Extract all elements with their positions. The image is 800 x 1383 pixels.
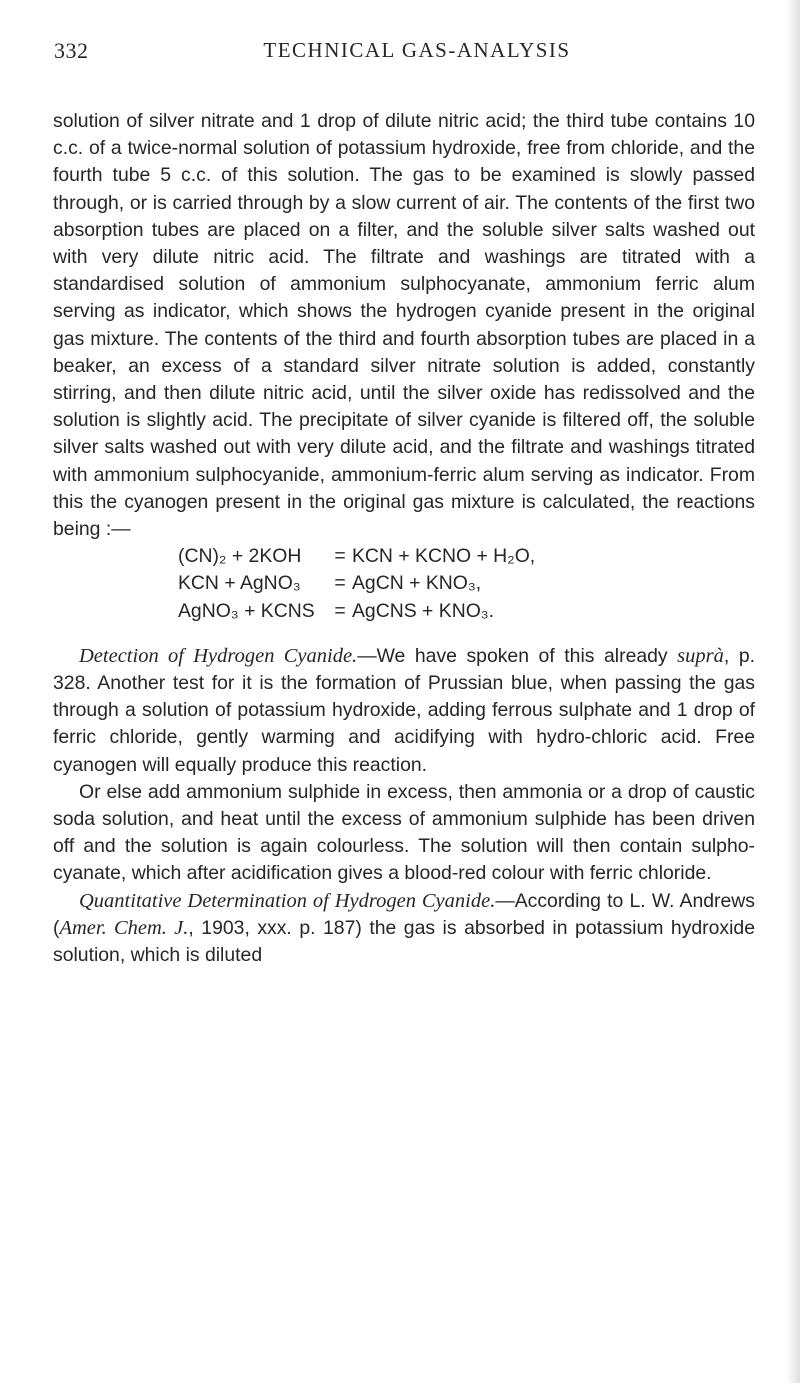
- equals-sign: =: [334, 545, 346, 568]
- page-number: 332: [54, 38, 89, 63]
- paragraph-detection: [53, 643, 755, 779]
- detection-text-a: —We have spoken of this already: [357, 644, 678, 667]
- equation-rhs: AgCN + KNO₃,: [352, 572, 482, 595]
- equation-lhs: KCN + AgNO₃: [178, 572, 301, 595]
- section-heading-detection: Detection of Hydrogen Cyanide.: [79, 644, 358, 667]
- equals-sign: =: [334, 599, 346, 622]
- paragraph-ammonium-sulphide: Or else add ammonium sulphide in excess, then ammonia or a drop of caustic soda solution, and heat until the excess of ammonium sulphide has been driven off and the solution is again colourless. The solution will then contain sulpho-cyanate, which after acidification gives a blood-red colour with ferric chloride.: [53, 780, 755, 885]
- body-text: [53, 108, 755, 969]
- reaction-equations: [178, 543, 738, 625]
- page-edge-shadow: [786, 0, 800, 1383]
- equation-row: [178, 570, 738, 597]
- section-heading-quantitative: Quantitative Determination of Hydrogen Cyanide.: [79, 889, 496, 912]
- journal-citation: Amer. Chem. J.: [59, 916, 189, 939]
- equation-rhs: KCN + KCNO + H₂O,: [352, 545, 536, 568]
- equation-lhs: AgNO₃ + KCNS: [178, 599, 315, 622]
- equals-sign: =: [334, 572, 346, 595]
- detection-text-b: , p. 328. Another test for it is the formation of Prussian blue, when passing the gas through a solution of potassium hydroxide, adding ferrous sulphate and 1 drop of ferric chloride, gently warming and acidifying with hydro-chloric acid. Free cyanogen will equally produce this reaction.: [53, 644, 756, 776]
- paragraph-spacer: [53, 625, 755, 643]
- quantitative-text-a: —According to L. W. Andrews (: [53, 889, 755, 939]
- running-title: TECHNICAL GAS-ANALYSIS: [263, 38, 571, 62]
- running-head: [54, 38, 754, 74]
- equation-rhs: AgCNS + KNO₃.: [352, 599, 495, 622]
- supra-reference: suprà: [677, 644, 724, 667]
- paragraph-quantitative: [53, 888, 755, 970]
- paragraph-titration-procedure: solution of silver nitrate and 1 drop of dilute nitric acid; the third tube contains 10 c.c. of a twice-normal solution of potassium hydroxide, free from chloride, and the fourth tube 5 c.c. of this solution. The gas to be examined is slowly passed through, or is carried through by a slow current of air. The contents of the first two absorption tubes are placed on a filter, and the soluble silver salts washed out with very dilute nitric acid. The filtrate and washings are titrated with a standardised solution of ammonium sulphocyanate, ammonium ferric alum serving as indicator, which shows the hydrogen cyanide present in the original gas mixture. The contents of the third and fourth absorption tubes are placed in a beaker, an excess of a standard silver nitrate solution is added, constantly stirring, and then dilute nitric acid, until the silver oxide has redissolved and the solution is slightly acid. The precipitate of silver cyanide is filtered off, the soluble silver salts washed out with very dilute acid, and the filtrate and washings titrated with ammonium sulphocyanide, ammonium-ferric alum serving as indicator. From this the cyanogen present in the original gas mixture is calculated, the reactions being :—: [53, 110, 755, 541]
- equation-lhs: (CN)₂ + 2KOH: [178, 545, 302, 568]
- equation-row: [178, 543, 738, 570]
- quantitative-text-b: , 1903, xxx. p. 187) the gas is absorbed in potassium hydroxide solution, which is diluted: [53, 916, 755, 967]
- equation-row: [178, 598, 738, 625]
